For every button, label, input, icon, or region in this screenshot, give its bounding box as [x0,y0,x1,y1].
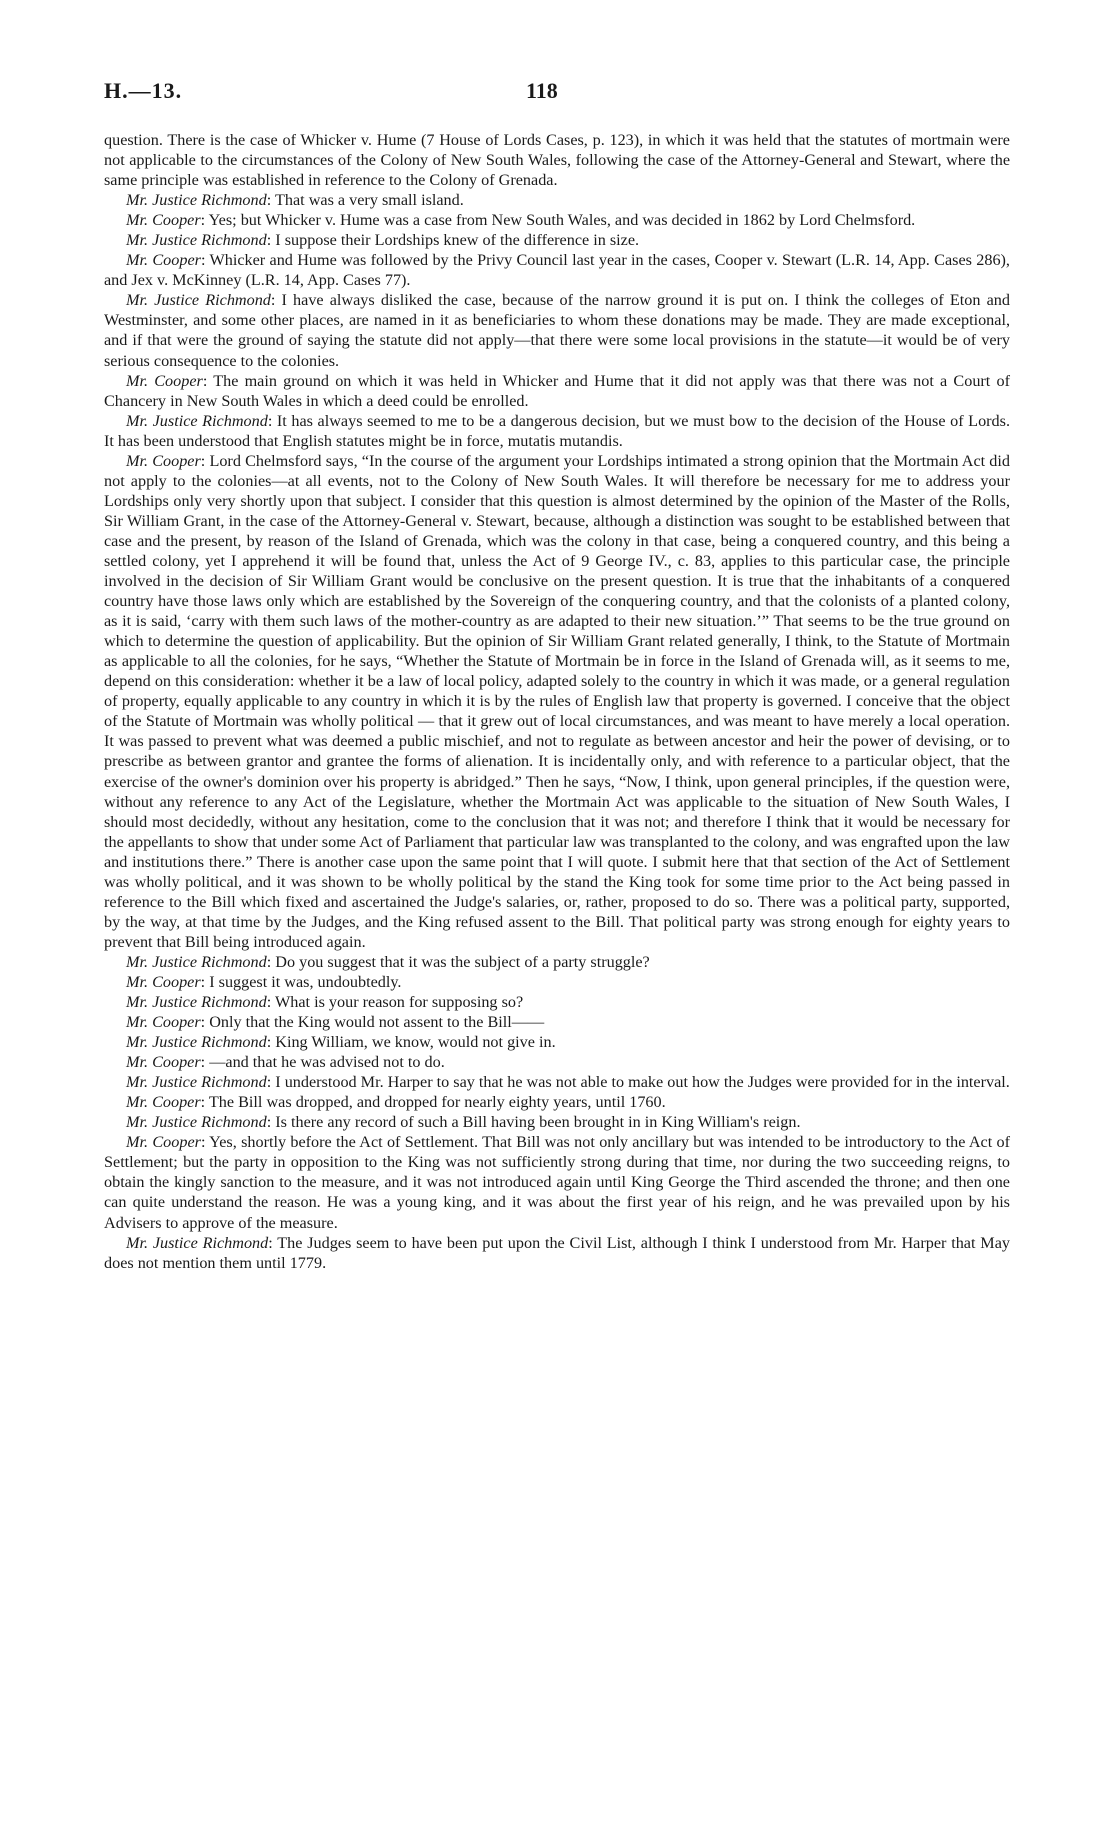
speaker-name: Mr. Justice Richmond [126,993,267,1012]
transcript-paragraph [104,230,1010,250]
transcript-paragraph [104,411,1010,451]
paragraph-text: Yes, shortly before the Act of Settlement. That Bill was not only ancillary but was intended to be introductory to the Act of Settlement; but the party in opposition to the King was not sufficiently strong during that time, nor during the two succeeding reigns, to obtain the kingly sanction to the measure, and it was not introduced again until King George the Third ascended the throne; and then one can quite understand the reason. He was a young king, and it was about the first year of his reign, and he was prevailed upon by his Advisers to approve of the measure. [104,1133,1010,1232]
paragraph-text: Yes; but Whicker v. Hume was a case from New South Wales, and was decided in 1862 by Lord Chelmsford. [208,211,916,230]
speaker-separator: : [266,191,275,210]
paragraph-text: The main ground on which it was held in Whicker and Hume that it did not apply was that there was not a Court of Chancery in New South Wales in which a deed could be enrolled. [104,371,1010,410]
speaker-name: Mr. Cooper [126,972,201,991]
paragraph-text: question. There is the case of Whicker v. Hume (7 House of Lords Cases, p. 123), in which it was held that the statutes of mortmain were not applicable to the circumstances of the Colony of New South Wales, following the case of the Attorney-General and Stewart, where the same principle was established in reference to the Colony of Grenada. [104,131,1010,190]
paragraph-text: The Judges seem to have been put upon the Civil List, although I think I understood from Mr. Harper that May does not mention them until 1779. [104,1233,1010,1272]
speaker-separator: : [202,371,214,390]
speaker-name: Mr. Cooper [126,211,201,230]
speaker-separator: : [266,1113,276,1132]
speaker-separator: : [200,451,210,470]
speaker-name: Mr. Justice Richmond [126,411,268,430]
paragraph-text: Do you suggest that it was the subject of a party struggle? [275,952,650,971]
page-header [104,78,1010,112]
speaker-separator: : [200,1093,209,1112]
paragraph-text: I understood Mr. Harper to say that he was not able to make out how the Judges were provided for in the interval. [275,1073,1010,1092]
speaker-name: Mr. Justice Richmond [126,1113,267,1132]
paragraph-text: I have always disliked the case, because of the narrow ground it is put on. I think the colleges of Eton and Westminster, and some other places, are named in it as beneficiaries to whom these donations may be made. They are made exceptional, and if that were the ground of saying the statute did not apply—that there were some local provisions in the statute—it would be of very serious consequence to the colonies. [104,291,1010,370]
transcript-paragraph [104,1032,1010,1052]
speaker-separator: : [267,411,277,430]
paragraph-text: Only that the King would not assent to the Bill—— [209,1013,545,1032]
speaker-name: Mr. Cooper [126,1013,201,1032]
paragraph-text: Lord Chelmsford says, “In the course of the argument your Lordships intimated a strong opinion that the Mortmain Act did not apply to the colonies—at all events, not to the Colony of New South Wales. It will therefore be necessary for me to address your Lordships only very shortly upon that subject. I consider that this question is almost determined by the opinion of the Master of the Rolls, Sir William Grant, in the case of the Attorney-General v. Stewart, because, although a distinction was sought to be established between that case and the present, by reason of the Island of Grenada, which was the colony in that case, being a conquered country, and this being a settled colony, yet I apprehend it will be found that, unless the Act of 9 George IV., c. 83, applies to this particular case, the principle involved in the decision of Sir William Grant would be conclusive on the present question. It is true that the inhabitants of a conquered country have those laws only which are established by the Sovereign of the conquering country, and that the colonists of a planted colony, as it is said, ‘carry with them such laws of the mother-country as are adapted to their new situation.’” That seems to be the true ground on which to determine the question of applicability. But the opinion of Sir William Grant related generally, I think, to the Statute of Mortmain as applicable to all the colonies, for he says, “Whether the Statute of Mortmain be in force in the Island of Grenada will, as it seems to me, depend on this consideration: whether it be a law of local policy, adapted solely to the country in which it was made, or a general regulation of property, equally applicable to any country in which it is by the rules of English law that property is governed. I conceive that the object of the Statute of Mortmain was wholly political — that it grew out of local circumstances, and was meant to have merely a local operation. It was passed to prevent what was deemed a public mischief, and not to regulate as between ancestor and heir the power of devising, or to prescribe as between grantor and grantee the forms of alienation. It is incidentally only, and with reference to a particular object, that the exercise of the owner's dominion over his property is abridged.” Then he says, “Now, I think, upon general principles, if the question were, without any reference to any Act of the Legislature, whether the Mortmain Act was applicable to the situation of New South Wales, I should most decidedly, without any hesitation, come to the conclusion that it was not; and therefore I think that it would be necessary for the appellants to show that under some Act of Parliament that particular law was transplanted to the colony, and was engrafted upon the law and institutions there.” There is another case upon the same point that I will quote. I submit here that that section of the Act of Settlement was wholly political, and it was shown to be wholly political by the stand the King took for some time prior to the Act being passed in reference to the Bill which fixed and ascertained the Judge's salaries, or, rather, proposed to do so. There was a political party, supported, by the way, at that time by the Judges, and the King refused assent to the Bill. That political party was strong enough for eighty years to prevent that Bill being introduced again. [104,451,1010,951]
document-page [104,78,1010,1273]
paragraph-text: Is there any record of such a Bill having been brought in in King William's reign. [275,1113,801,1132]
paragraph-text: What is your reason for supposing so? [274,993,524,1012]
speaker-name: Mr. Cooper [126,1053,201,1072]
speaker-name: Mr. Cooper [126,1133,201,1152]
speaker-name: Mr. Justice Richmond [126,291,271,310]
document-code: H.—13. [104,78,183,103]
transcript-paragraph [104,290,1010,370]
speaker-separator: : [200,972,210,991]
speaker-separator: : [200,1133,210,1152]
paragraph-text: Whicker and Hume was followed by the Privy Council last year in the cases, Cooper v. Stewart (L.R. 14, App. Cases 286), and Jex v. McKinney (L.R. 14, App. Cases 77). [104,251,1010,290]
speaker-name: Mr. Cooper [126,1093,201,1112]
transcript-paragraph [104,1112,1010,1132]
transcript-paragraph [104,1233,1010,1273]
speaker-separator: : [200,211,209,230]
paragraph-text: I suppose their Lordships knew of the difference in size. [275,231,640,250]
speaker-separator: : [268,1233,278,1252]
transcript-paragraph [104,952,1010,972]
transcript-paragraph [104,1092,1010,1112]
speaker-name: Mr. Justice Richmond [126,952,267,971]
paragraph-text: I suggest it was, undoubtedly. [209,972,402,991]
speaker-name: Mr. Cooper [126,371,203,390]
speaker-separator: : [266,231,276,250]
speaker-name: Mr. Justice Richmond [126,231,267,250]
speaker-name: Mr. Cooper [126,451,201,470]
transcript-paragraph [104,972,1010,992]
speaker-name: Mr. Cooper [126,251,201,270]
speaker-separator: : [270,291,282,310]
speaker-name: Mr. Justice Richmond [126,191,267,210]
speaker-separator: : [266,1073,276,1092]
transcript-paragraph [104,451,1010,952]
transcript-paragraph [104,1132,1010,1232]
paragraph-text: That was a very small island. [274,191,464,210]
speaker-separator: : [266,952,276,971]
paragraph-text: King William, we know, would not give in. [275,1033,556,1052]
transcript-paragraph [104,1012,1010,1032]
speaker-name: Mr. Justice Richmond [126,1033,267,1052]
transcript-body [104,130,1010,1273]
transcript-paragraph [104,1052,1010,1072]
speaker-separator: : [266,1033,276,1052]
speaker-separator: : [200,1013,210,1032]
transcript-paragraph [104,1072,1010,1092]
paragraph-text: —and that he was advised not to do. [209,1053,445,1072]
speaker-separator: : [266,993,275,1012]
transcript-paragraph [104,371,1010,411]
speaker-name: Mr. Justice Richmond [126,1073,267,1092]
page-number: 118 [526,78,558,103]
speaker-name: Mr. Justice Richmond [126,1233,269,1252]
transcript-paragraph [104,250,1010,290]
transcript-paragraph [104,190,1010,210]
speaker-separator: : [200,1053,210,1072]
paragraph-text: It has always seemed to me to be a dangerous decision, but we must bow to the decision of the House of Lords. It has been understood that English statutes might be in force, mutatis mutandis. [104,411,1010,450]
speaker-separator: : [200,251,210,270]
transcript-paragraph [104,130,1010,190]
transcript-paragraph [104,210,1010,230]
transcript-paragraph [104,992,1010,1012]
paragraph-text: The Bill was dropped, and dropped for nearly eighty years, until 1760. [208,1093,666,1112]
